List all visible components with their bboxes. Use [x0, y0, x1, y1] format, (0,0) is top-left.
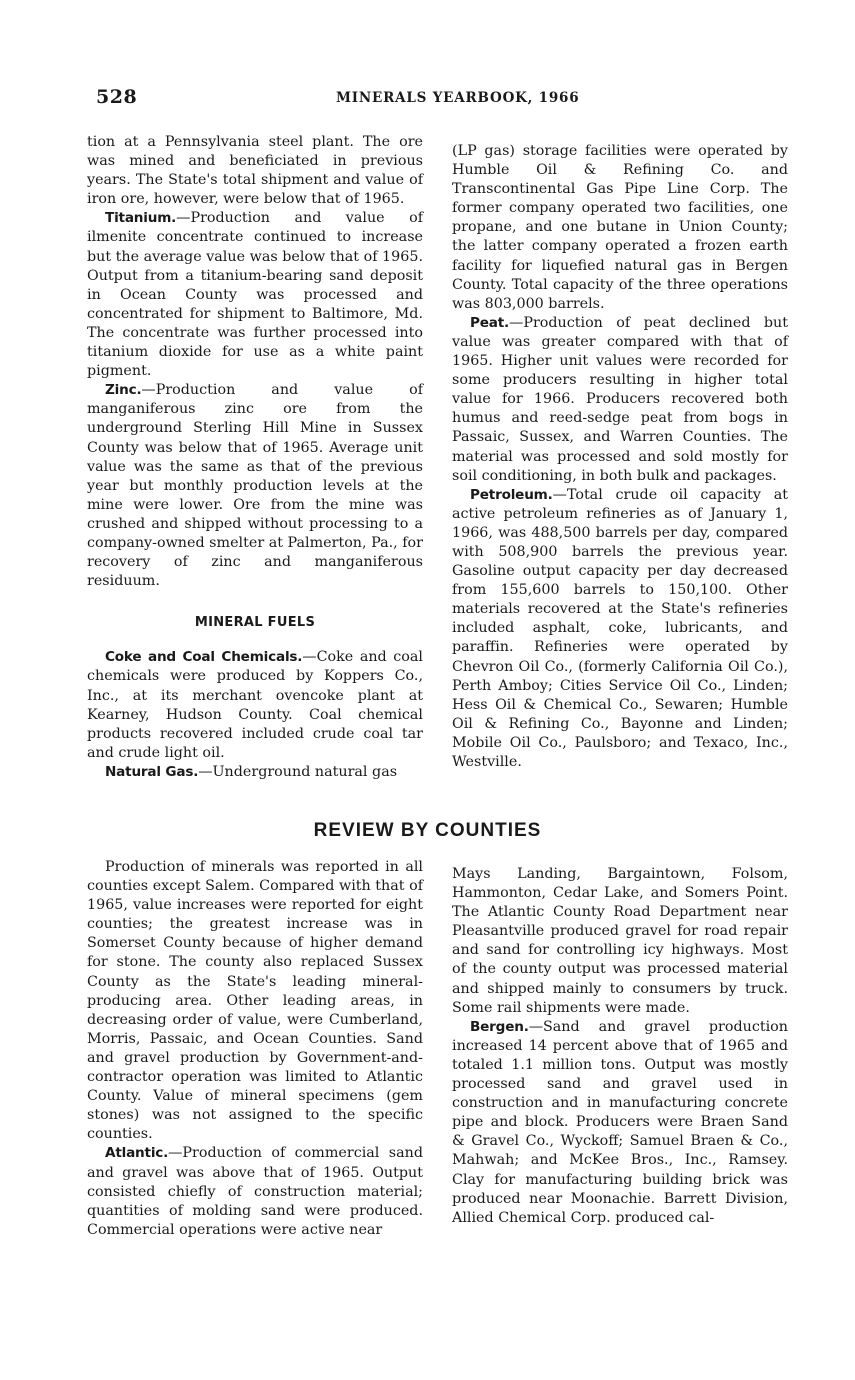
run-in-head-titanium: Titanium.	[105, 210, 177, 227]
paragraph-bergen	[452, 1018, 788, 1228]
run-in-head-coke: Coke and Coal Chemicals.	[105, 649, 303, 666]
run-in-head-atlantic: Atlantic.	[105, 1145, 169, 1162]
running-title: MINERALS YEARBOOK, 1966	[336, 90, 580, 106]
atlantic-text: —Production of commercial sand and gravel was above that of 1965. Output consisted chiefly of construction material; quantities of molding sand were produced. Commercial operations were active near	[87, 1145, 423, 1238]
paragraph-peat	[452, 314, 788, 486]
paragraph-lp-gas: (LP gas) storage facilities were operated by Humble Oil & Refining Co. and Transcontinental Gas Pipe Line Corp. The former company operated two facilities, one propane, and one butane in Union County; the latter company operated a frozen earth facility for liquefied natural gas in Bergen County. Total capacity of the three operations was 803,000 barrels.	[452, 143, 788, 312]
paragraph-iron-ore-continued: tion at a Pennsylvania steel plant. The ore was mined and beneficiated in previous years. The State's total shipment and value of iron ore, however, were below that of 1965.	[87, 134, 423, 208]
peat-text: —Production of peat declined but value was greater compared with that of 1965. Higher unit values were recorded for some producers resulting in higher total value for 1966. Producers recovered both humus and reed-sedge peat from bogs in Passaic, Sussex, and Warren Counties. The material was processed and sold mostly for soil conditioning, in both bulk and packages.	[452, 314, 788, 484]
page-header	[96, 86, 756, 110]
page-number: 528	[96, 86, 138, 108]
paragraph-zinc	[87, 381, 423, 591]
run-in-head-zinc: Zinc.	[105, 382, 142, 399]
paragraph-counties-overview: Production of minerals was reported in all counties except Salem. Compared with that of 1965, value increases were reported for eight counties; the greatest increase was in Somerset County because of higher demand for stone. The county also replaced Sussex County as the State's leading mineral-producing area. Other leading areas, in decreasing order of value, were Cumberland, Morris, Passaic, and Ocean Counties. Sand and gravel production by Government-and-contractor operation was limited to Atlantic County. Value of mineral specimens (gem stones) was not assigned to the specific counties.	[87, 859, 423, 1143]
mineral-fuels-heading: MINERAL FUELS	[194, 615, 316, 631]
natural-gas-text: —Underground natural gas	[198, 763, 398, 780]
section-heading-review-by-counties: REVIEW BY COUNTIES	[313, 820, 542, 841]
paragraph-petroleum	[452, 486, 788, 772]
paragraph-atlantic	[87, 1144, 423, 1239]
paragraph-natural-gas	[87, 763, 423, 782]
top-left-column	[87, 133, 423, 782]
zinc-text: —Production and value of manganiferous zinc ore from the underground Sterling Hill Mine in Sussex County was below that of 1965. Average unit value was the same as that of the previous year but monthly production levels at the mine were lower. Ore from the mine was crushed and shipped without processing to a company-owned smelter at Palmerton, Pa., for recovery of zinc and manganiferous residuum.	[87, 382, 423, 590]
top-right-column	[452, 142, 788, 772]
bottom-right-column	[452, 865, 788, 1228]
paragraph-atlantic-continued: Mays Landing, Bargaintown, Folsom, Hammonton, Cedar Lake, and Somers Point. The Atlantic County Road Department near Pleasantville produced gravel for road repair and sand for controlling icy highways. Most of the county output was processed material and shipped mainly to consumers by truck. Some rail shipments were made.	[452, 866, 788, 1016]
run-in-head-natural-gas: Natural Gas.	[105, 763, 199, 780]
titanium-text: —Production and value of ilmenite concentrate continued to increase but the average value was below that of 1965. Output from a titanium-bearing sand deposit in Ocean County was processed and concentrated for shipment to Baltimore, Md. The concentrate was further processed into titanium dioxide for use as a white paint pigment.	[87, 210, 423, 380]
paragraph-titanium	[87, 209, 423, 381]
coke-text: —Coke and coal chemicals were produced by Koppers Co., Inc., at its merchant ovencoke plant at Kearney, Hudson County. Coal chemical products recovered included crude coal tar and crude light oil.	[87, 649, 423, 761]
bottom-left-column	[87, 858, 423, 1240]
run-in-head-peat: Peat.	[470, 314, 510, 331]
bergen-text: —Sand and gravel production increased 14 percent above that of 1965 and totaled 1.1 million tons. Output was mostly processed sand and gravel used in construction and in manufacturing concrete pipe and block. Producers were Braen Sand & Gravel Co., Wyckoff; Samuel Braen & Co., Mahwah; and McKee Bros., Inc., Ramsey. Clay for manufacturing building brick was produced near Moonachie. Barrett Division, Allied Chemical Corp. produced cal-	[452, 1018, 788, 1226]
petroleum-text: —Total crude oil capacity at active petroleum refineries as of January 1, 1966, was 488,500 barrels per day, compared with 508,900 barrels the previous year. Gasoline output capacity per day decreased from 155,600 barrels to 150,100. Other materials recovered at the State's refineries included asphalt, coke, lubricants, and paraffin. Refineries were operated by Chevron Oil Co., (formerly California Oil Co.), Perth Amboy; Cities Service Oil Co., Linden; Hess Oil & Chemical Co., Sewaren; Humble Oil & Refining Co., Bayonne and Linden; Mobile Oil Co., Paulsboro; and Texaco, Inc., Westville.	[452, 486, 788, 770]
run-in-head-petroleum: Petroleum.	[470, 486, 553, 503]
paragraph-coke	[87, 648, 423, 763]
run-in-head-bergen: Bergen.	[470, 1018, 529, 1035]
